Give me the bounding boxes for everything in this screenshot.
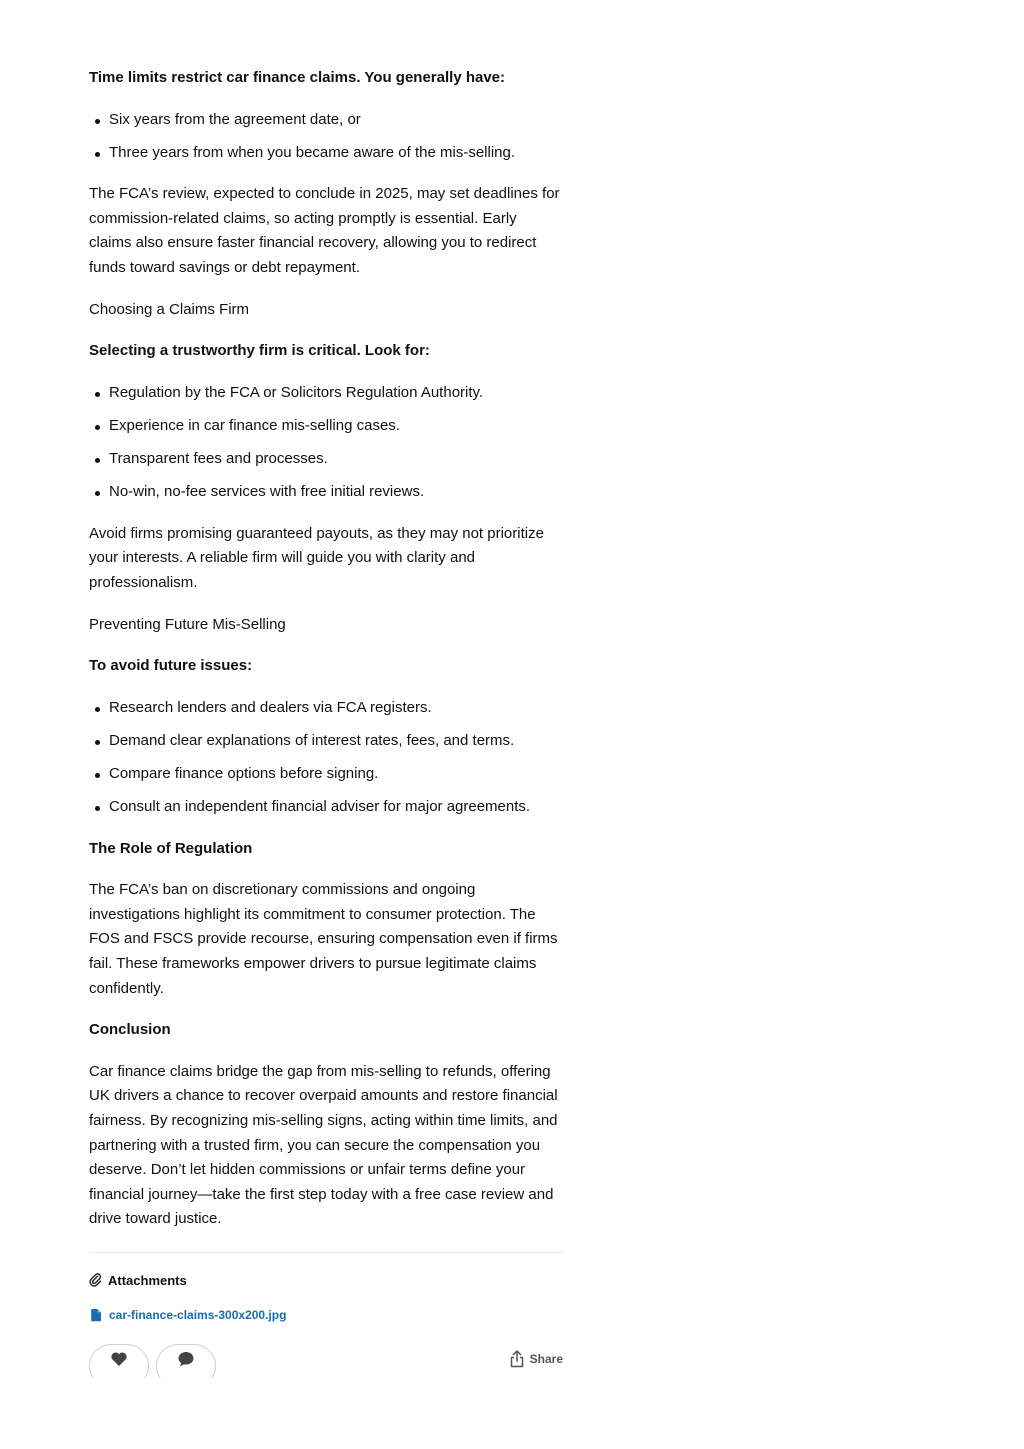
paperclip-icon (89, 1273, 103, 1287)
like-button[interactable] (89, 1344, 149, 1378)
heart-icon (110, 1351, 128, 1372)
share-label: Share (529, 1351, 563, 1366)
list-item: Three years from when you became aware of the mis-selling. (89, 141, 563, 166)
choosing-firm-heading: Choosing a Claims Firm (89, 300, 250, 318)
preventing-heading: Preventing Future Mis-Selling (89, 615, 286, 633)
list-item: Demand clear explanations of interest rates, fees, and terms. (89, 729, 563, 754)
attachment-file-link[interactable] (89, 1308, 563, 1322)
time-limits-list (89, 108, 563, 166)
article-body (89, 66, 563, 1378)
list-item: Research lenders and dealers via FCA registers. (89, 696, 563, 721)
avoid-firms-paragraph: Avoid firms promising guaranteed payouts, as they may not prioritize your interests. A reliable firm will guide you with clarity and professionalism. (89, 524, 544, 591)
share-icon (509, 1350, 525, 1368)
list-item: Consult an independent financial adviser for major agreements. (89, 795, 563, 820)
fca-review-paragraph: The FCA’s review, expected to conclude in 2025, may set deadlines for commission-related claims, so acting promptly is essential. Early claims also ensure faster financial recovery, allowing you to redirect funds toward savings or debt repayment. (89, 185, 560, 277)
conclusion-paragraph: Car finance claims bridge the gap from mis-selling to refunds, offering UK drivers a chance to recover overpaid amounts and restore financial fairness. By recognizing mis-selling signs, acting within time limits, and partnering with a trusted firm, you can secure the compensation you deserve. Don’t let hidden commissions or unfair terms define your financial journey—take the first step today with a free case review and drive toward justice. (89, 1062, 558, 1228)
list-item: Regulation by the FCA or Solicitors Regulation Authority. (89, 381, 563, 406)
comment-icon (177, 1350, 195, 1373)
regulation-heading: The Role of Regulation (89, 839, 253, 857)
divider (89, 1252, 563, 1253)
share-button[interactable] (509, 1350, 563, 1368)
regulation-paragraph: The FCA’s ban on discretionary commissions and ongoing investigations highlight its commitment to consumer protection. The FOS and FSCS provide recourse, ensuring compensation even if firms fail. These frameworks empower drivers to pursue legitimate claims confidently. (89, 881, 558, 997)
list-item: Transparent fees and processes. (89, 447, 563, 472)
conclusion-heading: Conclusion (89, 1021, 171, 1039)
list-item: Experience in car finance mis-selling cases. (89, 414, 563, 439)
list-item: No-win, no-fee services with free initial reviews. (89, 480, 563, 505)
firm-criteria-list (89, 381, 563, 505)
prevention-list (89, 696, 563, 820)
attachments-header (89, 1273, 563, 1288)
post-actions (89, 1344, 563, 1378)
avoid-issues-intro: To avoid future issues: (89, 657, 253, 675)
time-limits-intro: Time limits restrict car finance claims. You generally have: (89, 69, 506, 86)
file-icon (89, 1308, 103, 1322)
attachment-file-name: car-finance-claims-300x200.jpg (109, 1307, 287, 1322)
list-item: Compare finance options before signing. (89, 762, 563, 787)
selecting-firm-intro: Selecting a trustworthy firm is critical. Look for: (89, 342, 430, 360)
comment-button[interactable] (156, 1344, 216, 1378)
attachments-heading: Attachments (108, 1272, 187, 1288)
list-item: Six years from the agreement date, or (89, 108, 563, 133)
